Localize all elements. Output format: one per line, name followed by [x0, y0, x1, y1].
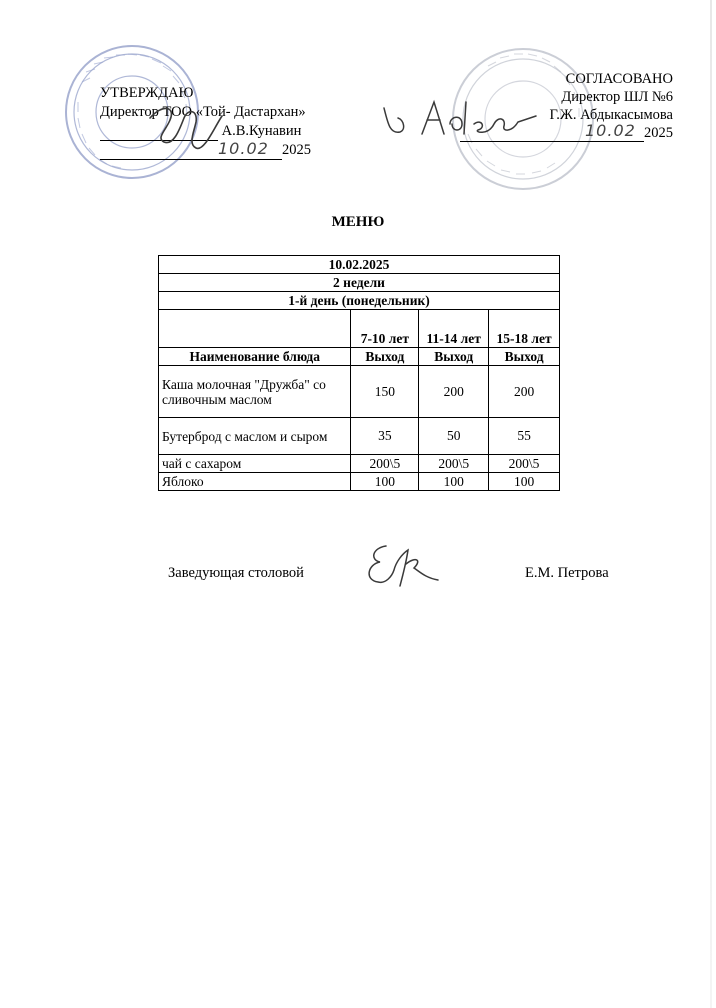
portion-value: 200	[419, 366, 489, 418]
menu-date: 10.02.2025	[159, 256, 560, 274]
agree-year: 2025	[644, 125, 673, 141]
canteen-head-name: Е.М. Петрова	[525, 565, 609, 581]
table-row	[159, 455, 560, 473]
menu-week: 2 недели	[159, 274, 560, 292]
table-row	[159, 473, 560, 491]
agree-title: СОГЛАСОВАНО	[565, 71, 673, 87]
age-group-11-14: 11-14 лет	[419, 310, 489, 348]
age-blank-cell	[159, 310, 351, 348]
dish-name: Бутерброд с маслом и сыром	[159, 418, 351, 455]
table-row	[159, 366, 560, 418]
canteen-head-role: Заведующая столовой	[168, 565, 304, 581]
agree-name: Г.Ж. Абдыкасымова	[549, 107, 673, 123]
portion-value: 200\5	[419, 455, 489, 473]
agree-date-handwritten: 10.02	[585, 121, 636, 140]
approve-year: 2025	[282, 142, 311, 158]
output-header-2: Выход	[419, 348, 489, 366]
approve-position: Директор ТОО «Той- Дастархан»	[100, 104, 306, 120]
date-row	[159, 256, 560, 274]
menu-day: 1-й день (понедельник)	[159, 292, 560, 310]
dish-name: Яблоко	[159, 473, 351, 491]
portion-value: 50	[419, 418, 489, 455]
column-header-row	[159, 348, 560, 366]
portion-value: 150	[351, 366, 419, 418]
portion-value: 35	[351, 418, 419, 455]
director-signature	[140, 98, 230, 156]
portion-value: 200\5	[351, 455, 419, 473]
portion-value: 55	[489, 418, 560, 455]
canteen-head-signature	[362, 540, 442, 590]
output-header-3: Выход	[489, 348, 560, 366]
approve-name: А.В.Кунавин	[221, 123, 302, 139]
day-row	[159, 292, 560, 310]
portion-value: 200\5	[489, 455, 560, 473]
approve-date-handwritten: 10.02	[218, 139, 269, 158]
dish-header: Наименование блюда	[159, 348, 351, 366]
approve-title: УТВЕРЖДАЮ	[100, 85, 194, 101]
portion-value: 100	[351, 473, 419, 491]
portion-value: 200	[489, 366, 560, 418]
portion-value: 100	[419, 473, 489, 491]
dish-name: чай с сахаром	[159, 455, 351, 473]
table-row	[159, 418, 560, 455]
week-row	[159, 274, 560, 292]
age-group-7-10: 7-10 лет	[351, 310, 419, 348]
menu-title: МЕНЮ	[331, 214, 385, 230]
output-header-1: Выход	[351, 348, 419, 366]
age-group-15-18: 15-18 лет	[489, 310, 560, 348]
agree-position: Директор ШЛ №6	[561, 89, 673, 105]
school-director-signature	[378, 94, 543, 144]
portion-value: 100	[489, 473, 560, 491]
age-row	[159, 310, 560, 348]
dish-name: Каша молочная "Дружба" со сливочным маслом	[159, 366, 351, 418]
menu-table	[158, 255, 560, 491]
